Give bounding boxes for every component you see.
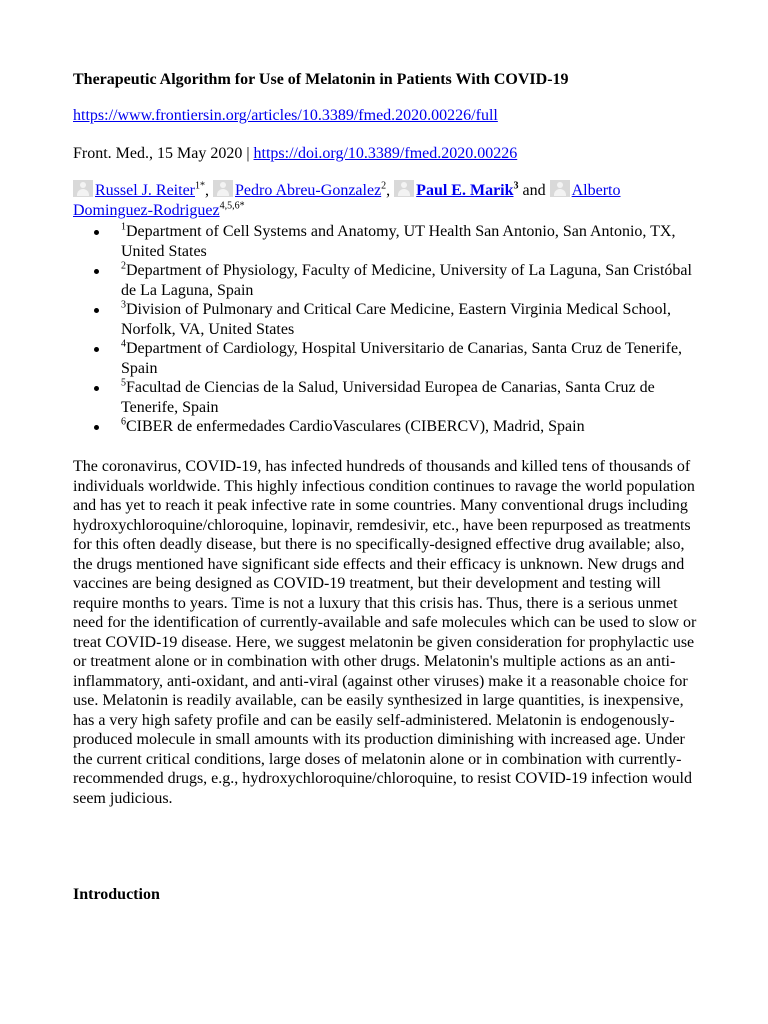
affiliation-number: 5 xyxy=(121,377,126,389)
author-link-dominguez-rodriguez[interactable]: Alberto Dominguez-Rodriguez xyxy=(73,182,621,219)
affiliation-text: Department of Cell Systems and Anatomy, UT Health San Antonio, San Antonio, TX, United States xyxy=(121,223,676,260)
affiliation-item xyxy=(121,222,698,261)
affiliation-item xyxy=(121,339,698,378)
citation-line xyxy=(73,144,517,164)
affiliation-item xyxy=(121,261,698,300)
author-avatar-icon xyxy=(213,180,233,197)
abstract-paragraph: The coronavirus, COVID-19, has infected hundreds of thousands and killed tens of thousands of individuals worldwide. This highly infectious condition continues to ravage the world population and has yet to reach it peak infective rate in some countries. Many conventional drugs including hydroxychloroquine/chloroquine, lopinavir, remdesivir, etc., have been repurposed as treatments for this often deadly disease, but there is no specifically-designed effective drug available; also, the drugs mentioned have significant side effects and their efficacy is unknown. New drugs and vaccines are being designed as COVID-19 treatment, but their development and testing will require months to years. Time is not a luxury that this crisis has. Thus, there is a serious unmet need for the identification of currently-available and safe molecules which can be used to slow or treat COVID-19 disease. Here, we suggest melatonin be given consideration for prophylactic use or treatment alone or in combination with other drugs. Melatonin's multiple actions as an anti-inflammatory, anti-oxidant, and anti-viral (against other viruses) make it a reasonable choice for use. Melatonin is readily available, can be easily synthesized in large quantities, is inexpensive, has a very high safety profile and can be easily self-administered. Melatonin is endogenously-produced molecule in small amounts with its production diminishing with increased age. Under the current critical conditions, large doses of melatonin alone or in combination with currently-recommended drugs, e.g., hydroxychloroquine/chloroquine, to resist COVID-19 infection would seem judicious. xyxy=(73,458,697,807)
affiliation-number: 2 xyxy=(121,260,126,272)
author-separator: and xyxy=(518,182,550,199)
author-separator: , xyxy=(386,182,395,199)
affiliation-item xyxy=(121,300,698,339)
affiliation-text: Facultad de Ciencias de la Salud, Universidad Europea de Canarias, Santa Cruz de Tenerife, Spain xyxy=(121,379,655,416)
article-url-link[interactable]: https://www.frontiersin.org/articles/10.3389/fmed.2020.00226/full xyxy=(73,107,498,124)
affiliation-number: 4 xyxy=(121,338,126,350)
section-heading-introduction: Introduction xyxy=(73,886,160,903)
author-affiliation-sup: 3 xyxy=(513,180,519,192)
affiliation-item xyxy=(121,417,698,437)
author-separator: , xyxy=(205,182,213,199)
doi-link[interactable]: https://doi.org/10.3389/fmed.2020.00226 xyxy=(253,145,518,162)
affiliation-number: 3 xyxy=(121,299,126,311)
author-link-reiter[interactable]: Russel J. Reiter xyxy=(95,182,195,199)
author-affiliation-sup: 2 xyxy=(381,180,387,192)
author-avatar-icon xyxy=(73,180,93,197)
affiliation-number: 6 xyxy=(121,416,126,428)
affiliation-list xyxy=(73,222,698,437)
author-link-abreu-gonzalez[interactable]: Pedro Abreu-Gonzalez xyxy=(235,182,382,199)
author-link-marik[interactable]: Paul E. Marik xyxy=(416,182,514,199)
author-affiliation-sup: 1* xyxy=(195,180,205,192)
author-avatar-icon xyxy=(550,180,570,197)
affiliation-text: Department of Cardiology, Hospital Universitario de Canarias, Santa Cruz de Tenerife, Spain xyxy=(121,340,683,377)
affiliation-text: Division of Pulmonary and Critical Care Medicine, Eastern Virginia Medical School, Norfolk, VA, United States xyxy=(121,301,671,338)
journal-date: Front. Med., 15 May 2020 | xyxy=(73,145,254,162)
affiliation-text: Department of Physiology, Faculty of Medicine, University of La Laguna, San Cristóbal de La Laguna, Spain xyxy=(121,262,692,299)
affiliation-number: 1 xyxy=(121,221,126,233)
article-url-line xyxy=(73,106,498,126)
affiliation-item xyxy=(121,378,698,417)
author-affiliation-sup: 4,5,6* xyxy=(219,200,245,212)
article-title: Therapeutic Algorithm for Use of Melatonin in Patients With COVID-19 xyxy=(73,71,569,88)
affiliation-text: CIBER de enfermedades CardioVasculares (CIBERCV), Madrid, Spain xyxy=(126,418,585,435)
author-avatar-icon xyxy=(394,180,414,197)
author-list xyxy=(73,180,698,221)
